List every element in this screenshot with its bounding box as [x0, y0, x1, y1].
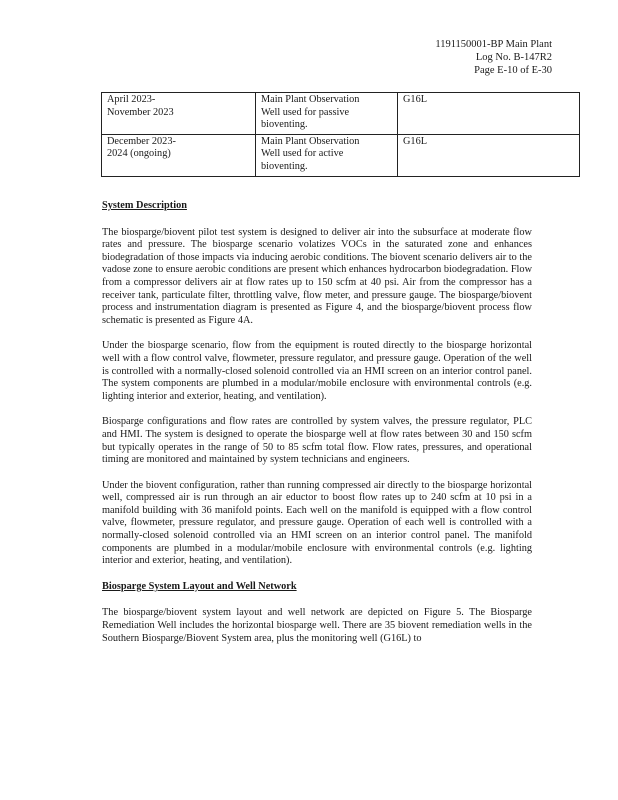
well-id-cell: G16L	[398, 93, 580, 135]
page-header	[435, 38, 552, 77]
system-description-heading: System Description	[102, 200, 187, 211]
system-description-paragraph-2: Under the biosparge scenario, flow from the equipment is routed directly to the biosparge horizontal well with a flow control valve, flowmeter, pressure regulator, and pressure gauge. Operation of the well is controlled with a normally-closed solenoid controlled via an HMI screen on an interior control panel. The system components are plumbed in a modular/mobile enclosure with environmental controls (e.g. lighting interior and exterior, heating, and ventilation).	[102, 340, 532, 402]
well-status-table	[101, 92, 580, 177]
system-description-paragraph-3: Biosparge configurations and flow rates are controlled by system valves, the pressure regulator, PLC and HMI. The system is designed to operate the biosparge well at flow rates between 30 and 150 scfm but typically operates in the range of 50 to 85 scfm total flow. Flow rates, pressures, and operational timing are monitored and maintained by system technicians and engineers.	[102, 416, 532, 466]
period-cell: April 2023- November 2023	[102, 93, 256, 135]
log-number: Log No. B-147R2	[475, 52, 552, 63]
system-description-paragraph-1: The biosparge/biovent pilot test system is designed to deliver air into the subsurface at moderate flow rates and pressure. The biosparge scenario volatizes VOCs in the saturated zone and enhances biodegradation of those impacts via inducing aerobic conditions. The biovent scenario delivers air to the vadose zone to ensure aerobic conditions are present which enhances hydrocarbon biodegradation. Flow from a compressor delivers air at flow rates up to 150 scfm at 40 psi. Air from the compressor has a receiver tank, particulate filter, throttling valve, flow meter, and pressure gauge. The biosparge/biovent process and instrumentation diagram is presented as Figure 4, and the biosparge/biovent process flow schematic is presented as Figure 4A.	[102, 226, 532, 326]
page-number: Page E-10 of E-30	[474, 65, 552, 76]
description-cell: Main Plant Observation Well used for active bioventing.	[256, 134, 398, 176]
table-row	[102, 134, 580, 176]
system-description-paragraph-4: Under the biovent configuration, rather than running compressed air directly to the biosparge horizontal well, compressed air is run through an air eductor to boost flow rates up to 240 scfm at 10 psi in a manifold building with 36 manifold points. Each well on the manifold is equipped with a flow control valve, flowmeter, pressure regulator, and pressure gauge. Operation of each well is controlled with a normally-closed solenoid controlled via an HMI screen on an interior control panel. The manifold components are plumbed in a modular/mobile enclosure with environmental controls (e.g. lighting interior and exterior, heating, and ventilation).	[102, 479, 532, 567]
period-cell: December 2023- 2024 (ongoing)	[102, 134, 256, 176]
layout-section-heading: Biosparge System Layout and Well Network	[102, 580, 297, 592]
table-row	[102, 93, 580, 135]
well-id-cell: G16L	[398, 134, 580, 176]
description-cell: Main Plant Observation Well used for passive bioventing.	[256, 93, 398, 135]
document-body	[102, 200, 532, 645]
layout-section-paragraph-1: The biosparge/biovent system layout and well network are depicted on Figure 5. The Biosparge Remediation Well includes the horizontal biosparge well. There are 35 biovent remediation wells in the Southern Biosparge/Biovent System area, plus the monitoring well (G16L) to	[102, 607, 532, 644]
project-number: 1191150001-BP Main Plant	[435, 39, 552, 50]
